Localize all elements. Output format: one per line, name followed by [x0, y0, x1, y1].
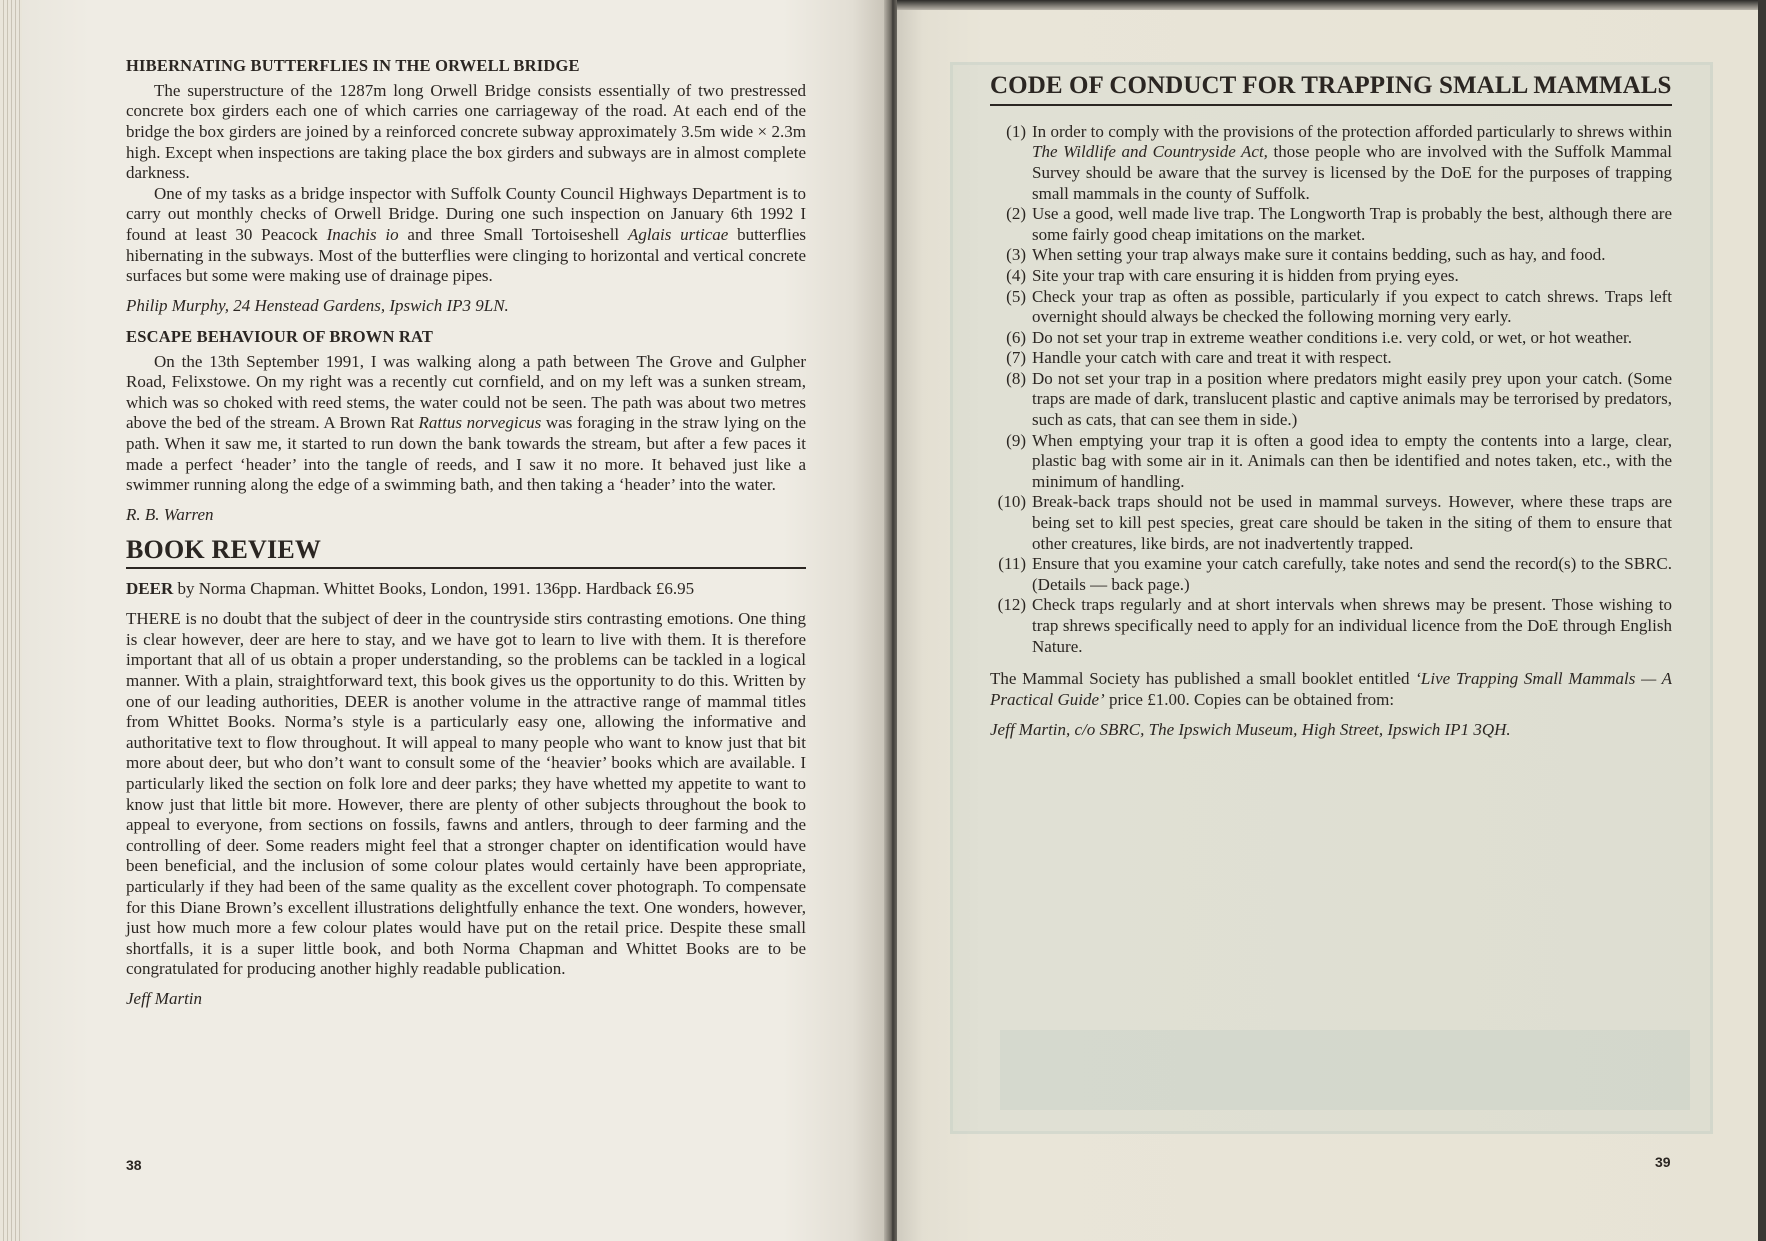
- rule-text: [1032, 122, 1672, 204]
- rule-number: (9): [1006, 430, 1026, 450]
- section-heading: BOOK REVIEW: [126, 536, 806, 570]
- rule-item: [990, 328, 1672, 349]
- booklet-title: ‘Live Trapping Small Mammals — A Practical Guide’: [990, 669, 1672, 709]
- text-run: On the 13th September 1991, I was walking along a path between The Grove and Gulpher Road, Felixstowe. On my right was a recently cut cornfield, and on my left was a sunken stream, which was so choked with reed stems, the water could not be seen. The path was about two metres above the bed of the stream. A Brown Rat: [126, 351, 806, 433]
- text-run: butterflies hibernating in the subways. Most of the butterflies were clinging to horizontal and vertical concrete surfaces but some were making use of drainage pipes.: [126, 224, 807, 286]
- rules-list: [990, 122, 1672, 657]
- rule-number: (2): [1006, 204, 1026, 224]
- code-of-conduct-heading: CODE OF CONDUCT FOR TRAPPING SMALL MAMMALS: [990, 72, 1672, 106]
- rule-item: [990, 204, 1672, 245]
- rule-text: Ensure that you examine your catch carefully, take notes and send the record(s) to the SBRC. (Details — back page.): [1032, 554, 1672, 594]
- rule-text: Break-back traps should not be used in mammal surveys. However, where these traps are being set to kill pest species, great care should be taken in the siting of them to ensure that other creatures, like birds, are not inadvertently trapped.: [1032, 492, 1672, 553]
- article-hibernating-butterflies: [126, 56, 806, 316]
- right-page-edge: [1758, 0, 1766, 1241]
- reviewer-signature: Jeff Martin: [126, 988, 203, 1008]
- article-brown-rat: [126, 327, 806, 525]
- species-name: Rattus norvegicus: [418, 413, 542, 433]
- article-paragraph: [126, 184, 806, 287]
- left-page-content: [126, 56, 806, 1020]
- book-review: [126, 536, 806, 1009]
- rule-text: Handle your catch with care and treat it with respect.: [1032, 348, 1392, 368]
- rule-item: [990, 287, 1672, 328]
- rule-number: (5): [1006, 286, 1026, 306]
- review-body: THERE is no doubt that the subject of deer in the countryside stirs contrasting emotions. One thing is clear however, deer are here to stay, and we have got to learn to live with them. It is therefore important that all of us obtain a proper understanding, so the problems can be tackled in a logical manner. With a plain, straightforward text, this book gives us the opportunity to do this. Written by one of our leading authorities, DEER is another volume in the attractive range of mammal titles from Whittet Books. Norma’s style is a particularly easy one, allowing the informative and authoritative text to flow throughout. It will appeal to many people who want to know just that bit more about deer, but who don’t want to consult some of the ‘heavier’ books which are available. I particularly liked the section on folk lore and deer parks; they have whetted my appetite to want to know just that little bit more. However, there are plenty of other subjects throughout the book to appeal to everyone, from sections on fossils, fawns and antlers, through to deer farming and the controlling of deer. Some readers might feel that a stronger chapter on identification would have been beneficial, and the inclusion of some colour plates would certainly have been appropriate, particularly if they had been of the same quality as the excellent cover photograph. To compensate for this Diane Brown’s excellent illustrations delightfully enhance the text. One wonders, however, just how much more a few colour plates would have put on the retail price. Despite these small shortfalls, it is a super little book, and both Norma Chapman and Whittet Books are to be congratulated for producing another highly readable publication.: [126, 609, 806, 979]
- rule-item: [990, 245, 1672, 266]
- rule-number: (1): [1006, 121, 1026, 141]
- booklet-note: [990, 669, 1672, 710]
- text-run: was foraging in the straw lying on the path. When it saw me, it started to run down the bank towards the stream, but after a few paces it made a perfect ‘header’ into the tangle of reeds, and I saw it no more. It behaved just like a swimmer running along the edge of a swimming bath, and then taking a ‘header’ into the water.: [126, 413, 806, 495]
- rule-text: When setting your trap always make sure it contains bedding, such as hay, and food.: [1032, 245, 1606, 265]
- rule-number: (7): [1006, 348, 1026, 368]
- species-name: Aglais urticae: [627, 224, 729, 244]
- text-run: those people who are involved with the Suffolk Mammal Survey should be aware that the survey is licensed by the DoE for the purposes of trapping small mammals in the county of Suffolk.: [1032, 142, 1672, 203]
- article-paragraph: [126, 352, 806, 496]
- rule-number: (8): [1006, 368, 1026, 388]
- rule-text: Check your trap as often as possible, particularly if you expect to catch shrews. Traps left overnight should always be checked the following morning very early.: [1032, 286, 1672, 327]
- rule-item: [990, 266, 1672, 287]
- text-run: In order to comply with the provisions of the protection afforded particularly to shrews within: [1032, 121, 1672, 141]
- rule-item: [990, 595, 1672, 657]
- rule-item: [990, 369, 1672, 431]
- book-title: DEER: [126, 579, 174, 599]
- author-signature: R. B. Warren: [126, 504, 214, 524]
- page-number-right: 39: [1655, 1154, 1671, 1170]
- text-run: price £1.00. Copies can be obtained from:: [1104, 689, 1395, 709]
- rule-number: (10): [997, 492, 1026, 512]
- bleed-through-band: [1000, 1030, 1690, 1110]
- rule-text: Do not set your trap in extreme weather conditions i.e. very cold, or wet, or hot weather.: [1032, 327, 1633, 347]
- contact-address: Jeff Martin, c/o SBRC, The Ipswich Museum, High Street, Ipswich IP1 3QH.: [990, 720, 1511, 740]
- rule-item: [990, 431, 1672, 493]
- article-heading: HIBERNATING BUTTERFLIES IN THE ORWELL BRIDGE: [126, 56, 580, 75]
- rule-number: (6): [1006, 327, 1026, 347]
- rule-number: (4): [1006, 265, 1026, 285]
- text-run: The Mammal Society has published a small booklet entitled: [990, 669, 1416, 689]
- rule-text: Site your trap with care ensuring it is hidden from prying eyes.: [1032, 265, 1459, 285]
- author-signature: Philip Murphy, 24 Henstead Gardens, Ipswich IP3 9LN.: [126, 295, 509, 315]
- right-page-content: [990, 72, 1672, 740]
- rule-item: [990, 122, 1672, 204]
- rule-item: [990, 492, 1672, 554]
- text-run: One of my tasks as a bridge inspector with Suffolk County Council Highways Department is to carry out monthly checks of Orwell Bridge. During one such inspection on January 6th 1992 I found at least 30 Peacock: [126, 183, 806, 244]
- rule-item: [990, 554, 1672, 595]
- article-paragraph: The superstructure of the 1287m long Orwell Bridge consists essentially of two prestressed concrete box girders each one of which carries one carriageway of the road. At each end of the bridge the box girders are joined by a reinforced concrete subway approximately 3.5m wide × 2.3m high. Except when inspections are taking place the box girders and subways are in almost complete darkness.: [126, 80, 806, 183]
- rule-text: Use a good, well made live trap. The Longworth Trap is probably the best, although there are some fairly good cheap imitations on the market.: [1032, 204, 1672, 244]
- rule-text: Check traps regularly and at short intervals when shrews may be present. Those wishing to trap shrews specifically need to apply for an individual licence from the DoE through English Nature.: [1032, 595, 1672, 656]
- text-run: and three Small Tortoiseshell: [398, 224, 628, 244]
- book-citation: [126, 579, 806, 599]
- rule-number: (12): [997, 595, 1026, 615]
- rule-item: [990, 348, 1672, 369]
- rule-number: (3): [1006, 245, 1026, 265]
- right-page-top-shadow: [897, 0, 1766, 10]
- article-heading: ESCAPE BEHAVIOUR OF BROWN RAT: [126, 326, 434, 346]
- page-number-left: 38: [126, 1157, 142, 1173]
- rule-number: (11): [998, 554, 1026, 574]
- rule-text: When emptying your trap it is often a good idea to empty the contents into a large, clear, plastic bag with some air in it. Animals can then be identified and notes taken, etc., with the minimum of handling.: [1032, 430, 1672, 491]
- rule-text: Do not set your trap in a position where predators might easily prey upon your catch. (Some traps are made of dark, translucent plastic and captive animals may be terrorised by predators, such as cats, that can see them in side.): [1032, 368, 1672, 430]
- act-title: The Wildlife and Countryside Act,: [1032, 142, 1268, 162]
- book-details: by Norma Chapman. Whittet Books, London, 1991. 136pp. Hardback £6.95: [173, 579, 695, 599]
- species-name: Inachis io: [326, 224, 399, 244]
